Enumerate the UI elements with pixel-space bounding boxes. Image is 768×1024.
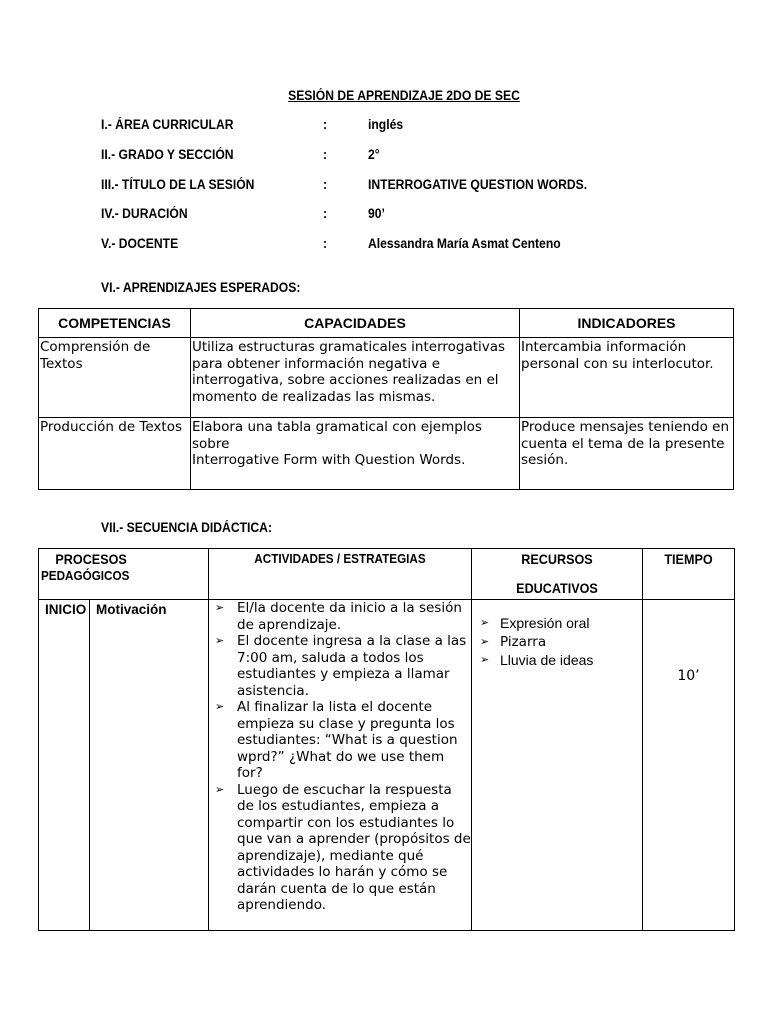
column-header-competencias: COMPETENCIAS — [39, 309, 191, 338]
column-header-tiempo — [643, 549, 735, 600]
info-value: Alessandra María Asmat Centeno — [368, 236, 561, 251]
column-header-capacidades: CAPACIDADES — [191, 309, 520, 338]
tiempo-cell: 10’ — [643, 600, 735, 931]
fase-cell: INICIO — [39, 600, 90, 931]
capacidad-cell: Utiliza estructuras gramaticales interrogativas para obtener información negativa e interrogativa, sobre acciones realizadas en el momento de realizadas las mismas. — [191, 338, 520, 418]
aprendizajes-heading: VI.- APRENDIZAJES ESPERADOS: — [101, 280, 301, 295]
info-label: I.- ÁREA CURRICULAR — [101, 117, 234, 132]
competencia-cell: Comprensión de Textos — [39, 338, 191, 418]
table-row — [39, 418, 734, 490]
procesos-line: PROCESOS — [55, 551, 127, 567]
info-value: INTERROGATIVE QUESTION WORDS. — [368, 177, 588, 192]
aprendizajes-table — [38, 308, 734, 490]
recurso-text: Lluvia de ideas — [500, 652, 594, 668]
list-item — [215, 781, 471, 914]
info-colon: : — [323, 236, 328, 251]
actividad-text: El docente ingresa a la clase a las 7:00 am, saluda a todos los estudiantes y empieza a llamar asistencia. — [237, 633, 467, 699]
table-row — [39, 600, 735, 931]
capacidad-line: Elabora una tabla gramatical con ejemplos sobre — [192, 419, 482, 452]
list-item — [480, 651, 642, 670]
actividades-label: ACTIVIDADES / ESTRATEGIAS — [254, 551, 426, 566]
actividades-list — [209, 600, 471, 914]
capacidad-cell — [191, 418, 520, 490]
info-value: inglés — [368, 117, 404, 132]
info-label: V.- DOCENTE — [101, 236, 179, 251]
column-header-procesos — [39, 549, 209, 600]
arrow-bullet-icon: ➢ — [480, 653, 490, 666]
info-label: II.- GRADO Y SECCIÓN — [101, 147, 234, 162]
list-item — [215, 699, 471, 782]
actividades-cell — [209, 600, 472, 931]
info-value: 2° — [368, 147, 380, 162]
column-header-actividades — [209, 549, 472, 600]
info-colon: : — [323, 177, 328, 192]
info-label: III.- TÍTULO DE LA SESIÓN — [101, 177, 255, 192]
indicador-cell: Produce mensajes teniendo en cuenta el tema de la presente sesión. — [520, 418, 734, 490]
procesos-line: PEDAGÓGICOS — [41, 567, 130, 583]
actividad-text: Al finalizar la lista el docente empieza su clase y pregunta los estudiantes: “What is a question wprd?” ¿What do we use them for? — [237, 699, 458, 781]
recursos-line: EDUCATIVOS — [516, 579, 598, 596]
competencia-cell: Producción de Textos — [39, 418, 191, 490]
recursos-cell — [472, 600, 643, 931]
actividad-text: Luego de escuchar la respuesta de los estudiantes, empieza a compartir con los estudiantes lo que van a aprender (propósitos de aprendizaje), mediante qué actividades lo harán y cómo se darán cuenta de lo que están aprendiendo. — [237, 781, 471, 913]
arrow-bullet-icon: ➢ — [215, 601, 225, 614]
info-colon: : — [323, 206, 328, 221]
info-value: 90’ — [368, 206, 385, 221]
secuencia-table — [38, 548, 735, 931]
arrow-bullet-icon: ➢ — [480, 635, 490, 648]
arrow-bullet-icon: ➢ — [480, 616, 490, 629]
capacidad-line: Interrogative Form with Question Words. — [192, 452, 466, 468]
info-colon: : — [323, 117, 328, 132]
arrow-bullet-icon: ➢ — [215, 634, 225, 647]
recurso-text: Expresión oral — [500, 615, 590, 631]
list-item — [480, 633, 642, 651]
table-row — [39, 338, 734, 418]
tiempo-label: TIEMPO — [664, 551, 713, 567]
recursos-line: RECURSOS — [521, 551, 593, 567]
arrow-bullet-icon: ➢ — [215, 700, 225, 713]
column-header-recursos — [472, 549, 643, 600]
indicador-cell: Intercambia información personal con su interlocutor. — [520, 338, 734, 418]
info-label: IV.- DURACIÓN — [101, 206, 188, 221]
recurso-text: Pizarra — [500, 634, 547, 650]
list-item — [215, 600, 471, 633]
column-header-indicadores: INDICADORES — [520, 309, 734, 338]
secuencia-heading: VII.- SECUENCIA DIDÁCTICA: — [101, 520, 273, 535]
recursos-list — [472, 614, 642, 670]
list-item — [480, 614, 642, 633]
arrow-bullet-icon: ➢ — [215, 782, 225, 796]
list-item — [215, 633, 471, 699]
proceso-cell: Motivación — [90, 600, 209, 931]
actividad-text: El/la docente da inicio a la sesión de aprendizaje. — [237, 600, 462, 633]
document-title: SESIÓN DE APRENDIZAJE 2DO DE SEC — [288, 88, 520, 103]
info-colon: : — [323, 147, 328, 162]
